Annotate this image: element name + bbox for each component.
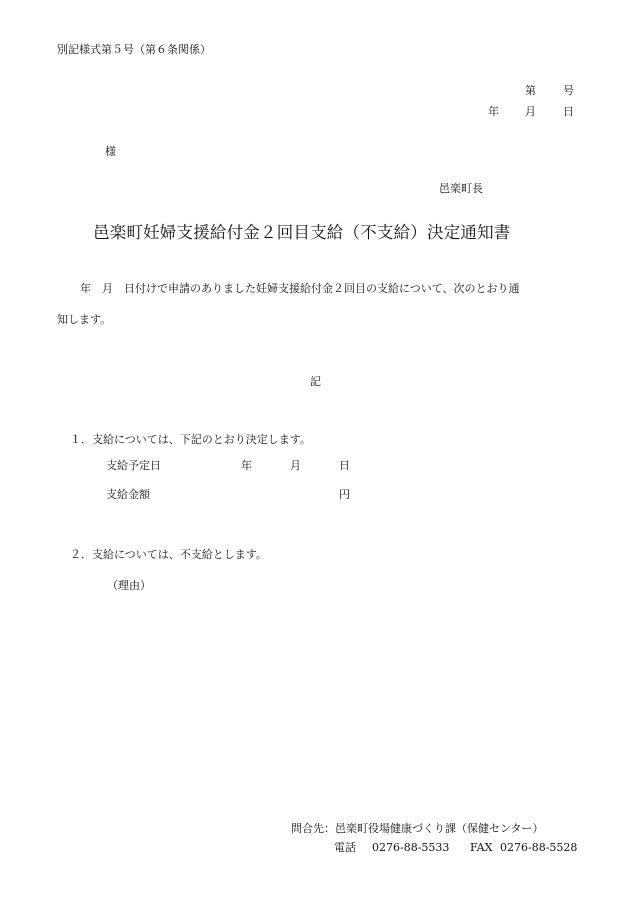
- scheduled-day: 日: [339, 459, 350, 472]
- fax-number: 0276-88-5528: [500, 841, 578, 854]
- issuer: 邑楽町長: [439, 182, 483, 195]
- body-line-1: 年 月 日付けで申請のありました妊婦支援給付金２回目の支給について、次のとおり通: [80, 282, 520, 295]
- ki-marker: 記: [310, 375, 321, 388]
- contact-line: 問合先：邑楽町役場健康づくり課（保健センター）: [291, 822, 544, 835]
- reason-label: （理由）: [107, 579, 151, 592]
- amount-yen: 円: [339, 488, 350, 501]
- addressee-suffix: 様: [105, 145, 116, 158]
- phone-number: 0276-88-5533: [372, 841, 450, 854]
- amount-label: 支給金額: [106, 488, 150, 501]
- body-line-2: 知します。: [57, 313, 112, 326]
- item2-heading: ２．支給については、不支給とします。: [70, 548, 267, 561]
- phone-label: 電話: [334, 841, 356, 854]
- date-month: 月: [525, 105, 536, 118]
- doc-number-go: 号: [563, 84, 574, 97]
- scheduled-year: 年: [241, 459, 252, 472]
- form-label: 別記様式第５号（第６条関係）: [57, 43, 211, 56]
- document-title: 邑楽町妊婦支援給付金２回目支給（不支給）決定通知書: [93, 223, 511, 242]
- scheduled-month: 月: [290, 459, 301, 472]
- date-day: 日: [563, 105, 574, 118]
- fax-label: FAX: [470, 841, 493, 854]
- date-year: 年: [488, 105, 499, 118]
- scheduled-date-label: 支給予定日: [106, 459, 161, 472]
- doc-number-dai: 第: [525, 84, 536, 97]
- item1-heading: １．支給については、下記のとおり決定します。: [70, 433, 311, 446]
